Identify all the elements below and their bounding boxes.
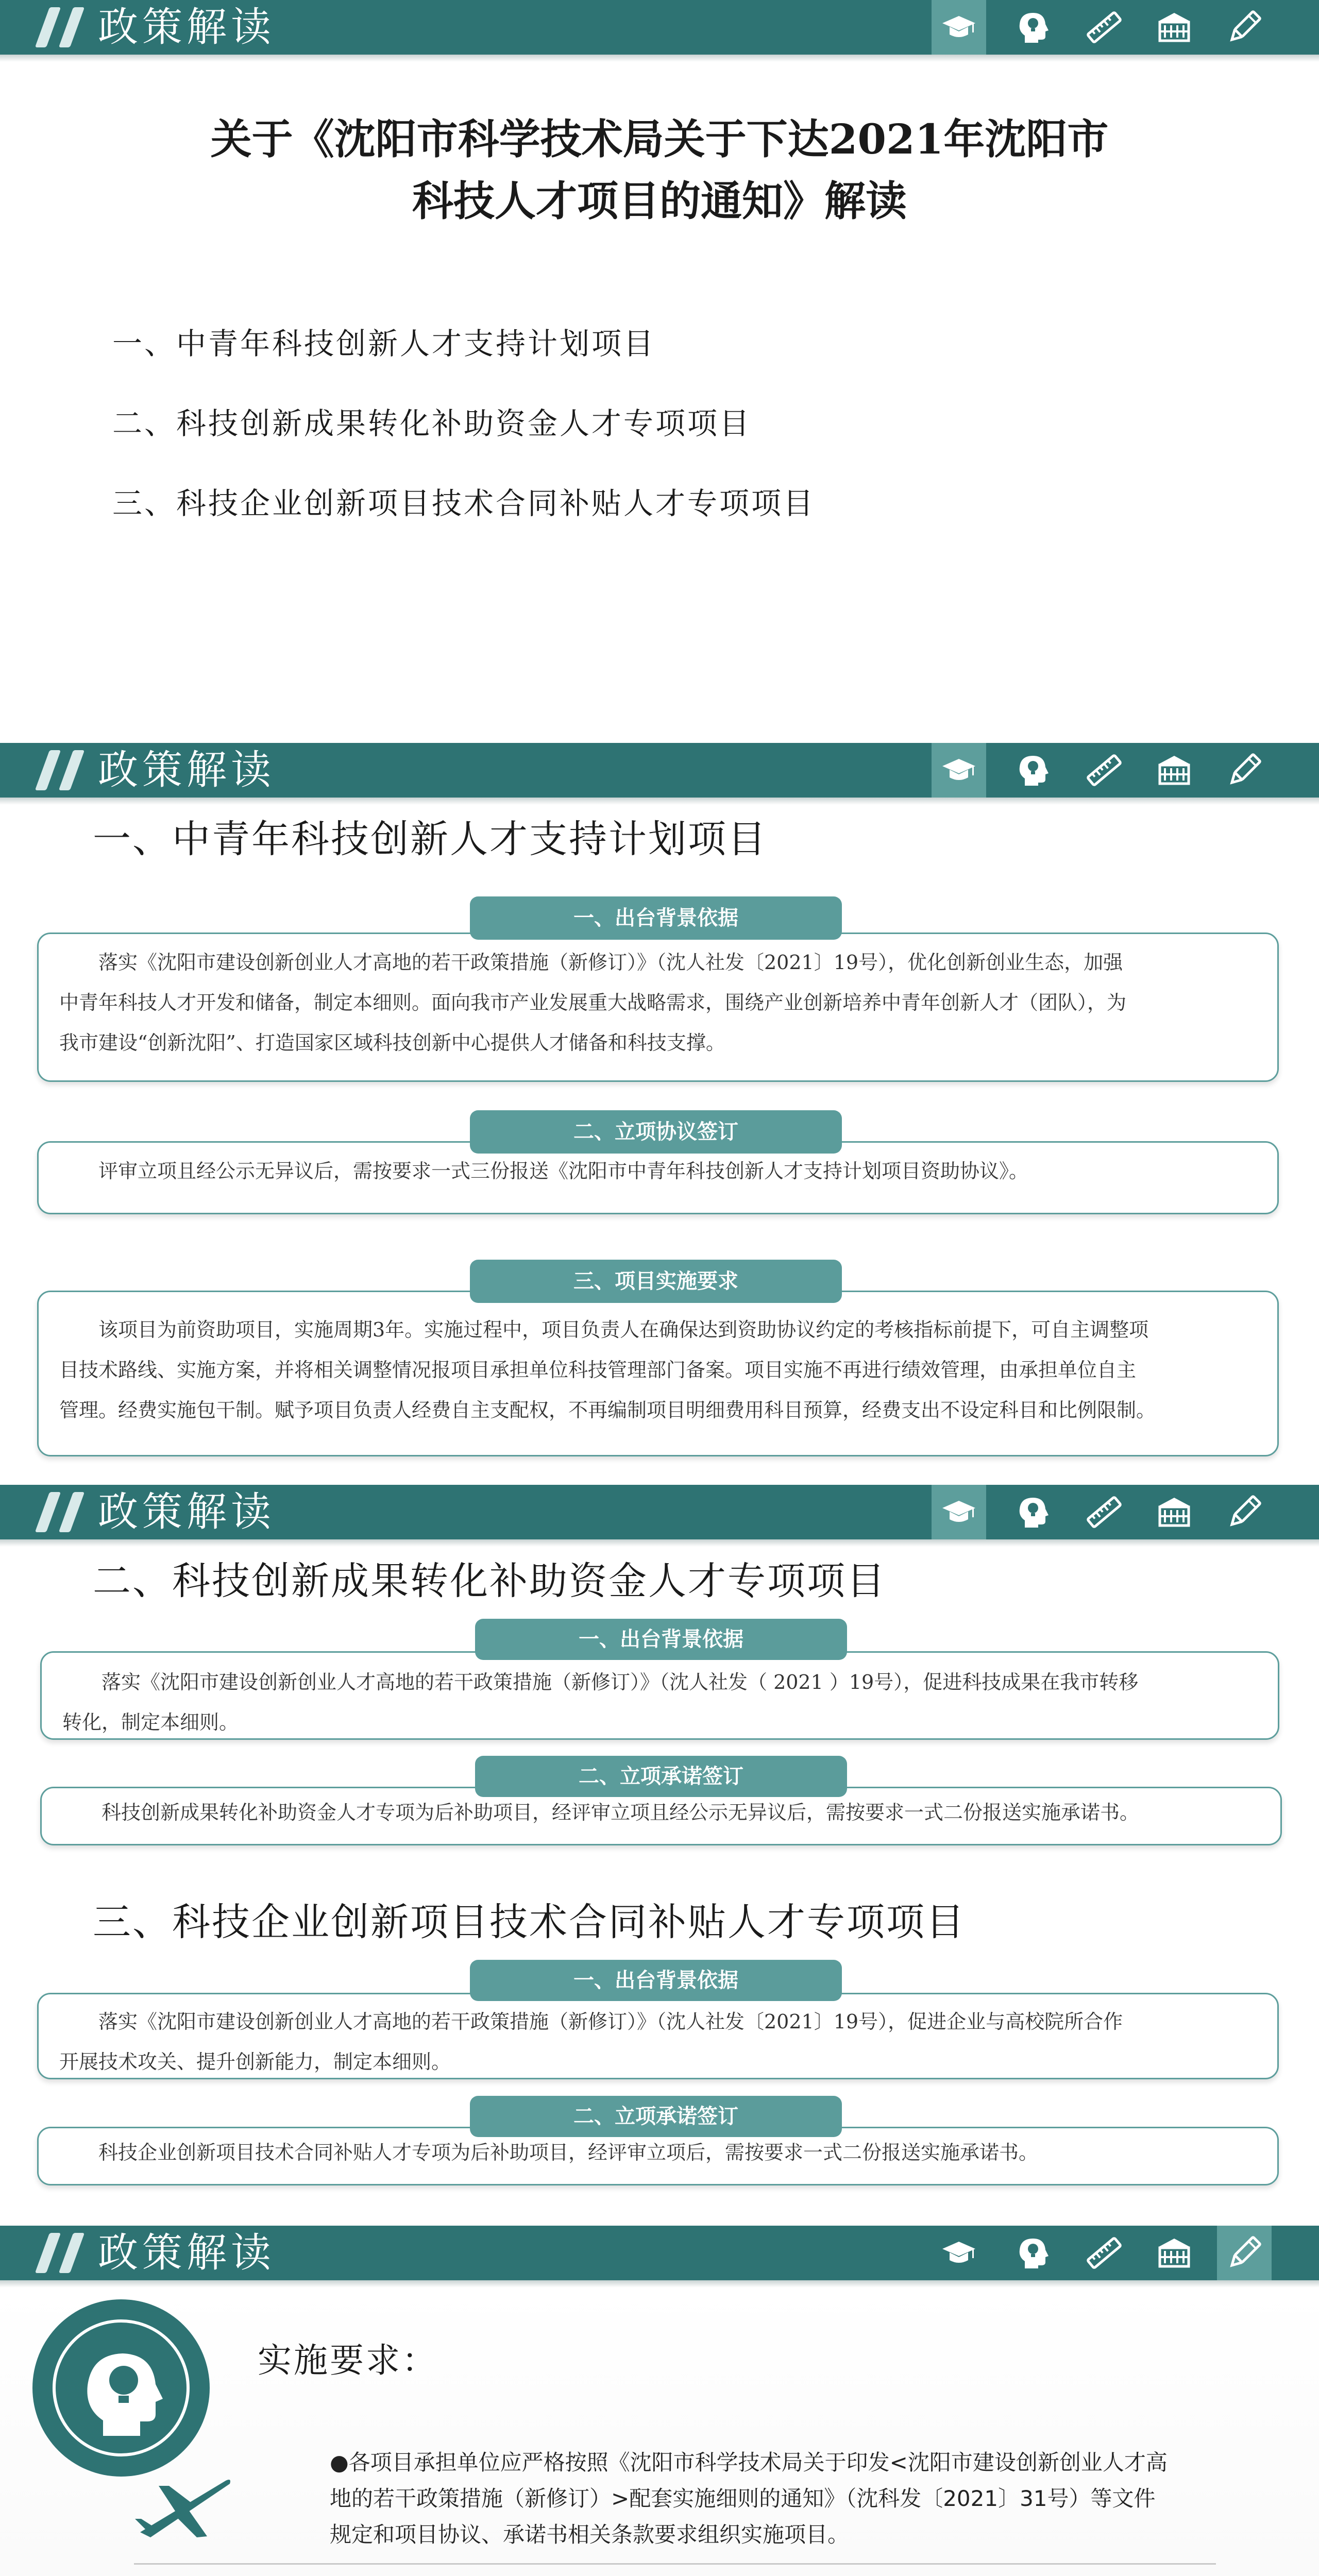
graduation-cap-icon[interactable] bbox=[932, 2226, 986, 2280]
section-label-pill: 一、出台背景依据 bbox=[475, 1619, 847, 1660]
ruler-icon[interactable] bbox=[1077, 0, 1131, 55]
section-label-pill: 三、项目实施要求 bbox=[470, 1260, 842, 1303]
head-bulb-icon bbox=[31, 2298, 211, 2478]
banner-title: 政策解读 bbox=[98, 4, 276, 50]
banner-title: 政策解读 bbox=[98, 2230, 276, 2276]
section-label-pill: 一、出台背景依据 bbox=[470, 896, 842, 940]
graduation-cap-icon[interactable] bbox=[932, 1485, 986, 1539]
building-icon[interactable] bbox=[1147, 1485, 1202, 1539]
section-label-pill: 二、立项承诺签订 bbox=[470, 2096, 842, 2137]
implementation-box: 该项目为前资助项目，实施周期3年。实施过程中，项目负责人在确保达到资助协议约定的考核指标前提下，可自主调整项 目技术路线、实施方案，并将相关调整情况报项目承担单位科技管理部门备案。项目实施不再进行绩效管理，由承担单位自主 管理。经费实施包干制。赋予项目负责人经费自主支配权，不再编制项目明细费用科目预算，经费支出不设定科目和比例限制。 bbox=[37, 1291, 1279, 1456]
background-box: 落实《沈阳市建设创新创业人才高地的若干政策措施（新修订）》（沈人社发〔2021〕19号），优化创新创业生态，加强 中青年科技人才开发和储备，制定本细则。面向我市产业发展重大战略需求，围绕产业创新培养中青年创新人才（团队），为 我市建设“创新沈阳”、打造国家区域科技创新中心提供人才储备和科技支撑。 bbox=[37, 933, 1279, 1082]
toc-item[interactable]: 二、科技创新成果转化补助资金人才专项项目 bbox=[112, 406, 752, 441]
head-bulb-icon[interactable] bbox=[1006, 2226, 1060, 2280]
section-banner bbox=[0, 743, 1319, 798]
head-bulb-icon[interactable] bbox=[1006, 743, 1060, 798]
commitment-box: 科技企业创新项目技术合同补贴人才专项为后补助项目，经评审立项后，需按要求一式二份报送实施承诺书。 bbox=[37, 2127, 1279, 2185]
graduation-cap-icon[interactable] bbox=[932, 0, 986, 55]
section-heading: 二、科技创新成果转化补助资金人才专项项目 bbox=[93, 1559, 886, 1603]
background-box: 落实《沈阳市建设创新创业人才高地的若干政策措施（新修订）》（沈人社发〔2021〕19号），促进企业与高校院所合作 开展技术攻关、提升创新能力，制定本细则。 bbox=[37, 1993, 1279, 2079]
pencil-icon[interactable] bbox=[1217, 2226, 1272, 2280]
ruler-icon[interactable] bbox=[1077, 743, 1131, 798]
background-box: 落实《沈阳市建设创新创业人才高地的若干政策措施（新修订）》（沈人社发（ 2021 ）19号），促进科技成果在我市转移 转化，制定本细则。 bbox=[40, 1651, 1279, 1740]
head-bulb-icon[interactable] bbox=[1006, 0, 1060, 55]
banner-title: 政策解读 bbox=[98, 747, 276, 793]
ruler-icon[interactable] bbox=[1077, 2226, 1131, 2280]
section-banner bbox=[0, 1485, 1319, 1539]
building-icon[interactable] bbox=[1147, 0, 1202, 55]
section-banner bbox=[0, 0, 1319, 55]
divider bbox=[134, 2563, 1216, 2565]
banner-title: 政策解读 bbox=[98, 1489, 276, 1535]
doc-title-line2: 科技人才项目的通知》解读 bbox=[412, 177, 907, 225]
airplane-icon bbox=[130, 2465, 236, 2548]
commitment-box: 科技创新成果转化补助资金人才专项为后补助项目，经评审立项且经公示无异议后，需按要求一式二份报送实施承诺书。 bbox=[40, 1787, 1282, 1845]
section-label-pill: 一、出台背景依据 bbox=[470, 1960, 842, 2001]
pencil-icon[interactable] bbox=[1217, 743, 1272, 798]
section-heading: 一、中青年科技创新人才支持计划项目 bbox=[93, 817, 767, 861]
section-label-pill: 二、立项承诺签订 bbox=[475, 1756, 847, 1797]
head-bulb-icon[interactable] bbox=[1006, 1485, 1060, 1539]
pencil-icon[interactable] bbox=[1217, 1485, 1272, 1539]
toc-item[interactable]: 一、中青年科技创新人才支持计划项目 bbox=[112, 326, 656, 361]
implementation-item: ●各项目承担单位应严格按照《沈阳市科学技术局关于印发<沈阳市建设创新创业人才高 地的若干政策措施（新修订）>配套实施细则的通知》（沈科发〔2021〕31号）等文件 规定和项目协议、承诺书相关条款要求组织实施项目。 bbox=[330, 2450, 1168, 2547]
section-label-pill: 二、立项协议签订 bbox=[470, 1110, 842, 1154]
toc-item[interactable]: 三、科技企业创新项目技术合同补贴人才专项项目 bbox=[112, 486, 816, 521]
doc-title-line1: 关于《沈阳市科学技术局关于下达2021年沈阳市 bbox=[210, 115, 1109, 163]
logo-slash bbox=[59, 7, 84, 47]
implementation-heading: 实施要求： bbox=[258, 2341, 438, 2380]
section-banner bbox=[0, 2226, 1319, 2280]
section-heading: 三、科技企业创新项目技术合同补贴人才专项项目 bbox=[93, 1900, 966, 1944]
building-icon[interactable] bbox=[1147, 743, 1202, 798]
agreement-box: 评审立项且经公示无异议后，需按要求一式三份报送《沈阳市中青年科技创新人才支持计划项目资助协议》。 bbox=[37, 1141, 1279, 1214]
building-icon[interactable] bbox=[1147, 2226, 1202, 2280]
graduation-cap-icon[interactable] bbox=[932, 743, 986, 798]
ruler-icon[interactable] bbox=[1077, 1485, 1131, 1539]
pencil-icon[interactable] bbox=[1217, 0, 1272, 55]
logo-slash bbox=[35, 7, 61, 47]
